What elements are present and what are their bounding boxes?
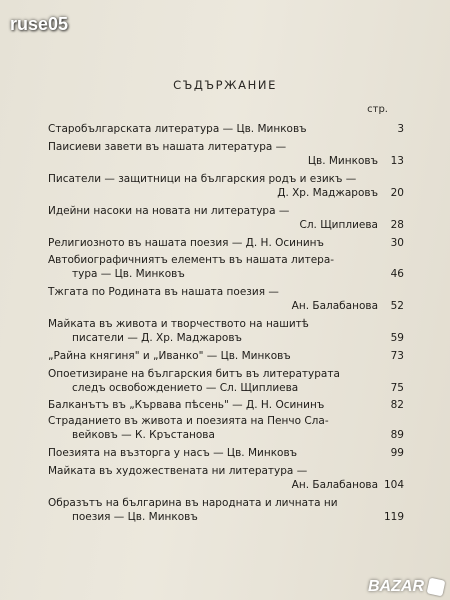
toc-entry-line: Майката въ художествената ни литература — <box>48 465 308 477</box>
toc-entry-line: вейковъ — К. Кръстанова <box>72 429 215 441</box>
toc-entry <box>48 317 404 345</box>
toc-page-number: 73 <box>390 350 404 362</box>
toc-entry-line: тура — Цв. Минковъ <box>72 268 185 280</box>
toc-entry <box>48 349 404 363</box>
toc-page-number: 119 <box>383 511 404 523</box>
price-tag-icon <box>427 578 446 597</box>
table-of-contents <box>48 118 404 524</box>
toc-entry <box>48 464 404 492</box>
toc-entry-line: Религиозното въ нашата поезия — Д. Н. Осининъ <box>48 237 324 249</box>
toc-entry <box>48 446 404 460</box>
toc-entry <box>48 140 404 168</box>
toc-page-number: 99 <box>390 447 404 459</box>
toc-page-number: 20 <box>390 187 404 199</box>
toc-entry <box>48 204 404 232</box>
toc-page-number: 59 <box>390 332 404 344</box>
toc-entry <box>48 236 404 250</box>
toc-page-number: 75 <box>390 382 404 394</box>
marketplace-watermark-text: BAZAR <box>368 578 424 595</box>
toc-entry-line: Паисиеви завети въ нашата литература — <box>48 141 287 153</box>
toc-page-number: 13 <box>390 155 404 167</box>
toc-page-number: 52 <box>390 300 404 312</box>
toc-page-number: 104 <box>383 479 404 491</box>
toc-entry-line: Идейни насоки на новата ни литература — <box>48 205 290 217</box>
toc-entry <box>48 496 404 524</box>
toc-entry <box>48 253 404 281</box>
toc-entry-line: Поезията на възторга у насъ — Цв. Минковъ <box>48 447 298 459</box>
toc-entry-line: Цв. Минковъ <box>307 155 378 167</box>
toc-entry-line: писатели — Д. Хр. Маджаровъ <box>72 332 242 344</box>
toc-page-number: 89 <box>390 429 404 441</box>
toc-entry-line: Страданието въ живота и поезията на Пенчо Сла- <box>48 415 329 427</box>
toc-entry <box>48 172 404 200</box>
toc-entry-line: Д. Хр. Маджаровъ <box>277 187 378 199</box>
toc-page-number: 30 <box>390 237 404 249</box>
toc-entry-line: Автобиографичниятъ елементъ въ нашата литера- <box>48 254 335 266</box>
toc-entry <box>48 285 404 313</box>
toc-entry-line: „Райна княгиня" и „Иванко" — Цв. Минковъ <box>48 350 291 362</box>
toc-page-number: 3 <box>397 123 404 135</box>
toc-entry <box>48 367 404 395</box>
toc-entry <box>48 122 404 136</box>
toc-entry-line: Опоетизиране на българския битъ въ литературата <box>48 368 340 380</box>
toc-page-number: 82 <box>390 399 404 411</box>
toc-entry-line: Майката въ живота и творчеството на нашитѣ <box>48 318 309 330</box>
page-title: СЪДЪРЖАНИЕ <box>173 78 277 92</box>
toc-entry-line: поезия — Цв. Минковъ <box>72 511 198 523</box>
toc-entry-line: Тжгата по Родината въ нашата поезия — <box>48 286 279 298</box>
toc-entry-line: Старобългарската литература — Цв. Минковъ <box>48 123 307 135</box>
page-column-label: стр. <box>367 104 388 115</box>
toc-entry-line: Образътъ на българина въ народната и личната ни <box>48 497 338 509</box>
toc-entry-line: Ан. Балабанова <box>291 300 378 312</box>
toc-page-number: 28 <box>390 219 404 231</box>
toc-entry-line: Ан. Балабанова <box>291 479 378 491</box>
marketplace-watermark <box>368 578 444 596</box>
toc-entry-line: Балканътъ въ „Кървава пѣсень" — Д. Н. Осининъ <box>48 399 325 411</box>
toc-entry-line: следъ освобождението — Сл. Щиплиева <box>72 382 299 394</box>
toc-page-number: 46 <box>390 268 404 280</box>
toc-entry-line: Сл. Щиплиева <box>299 219 378 231</box>
site-watermark: ruse05 <box>10 14 69 34</box>
toc-entry-line: Писатели — защитници на българския родъ и езикъ — <box>48 173 357 185</box>
toc-entry <box>48 414 404 442</box>
toc-entry <box>48 398 404 412</box>
